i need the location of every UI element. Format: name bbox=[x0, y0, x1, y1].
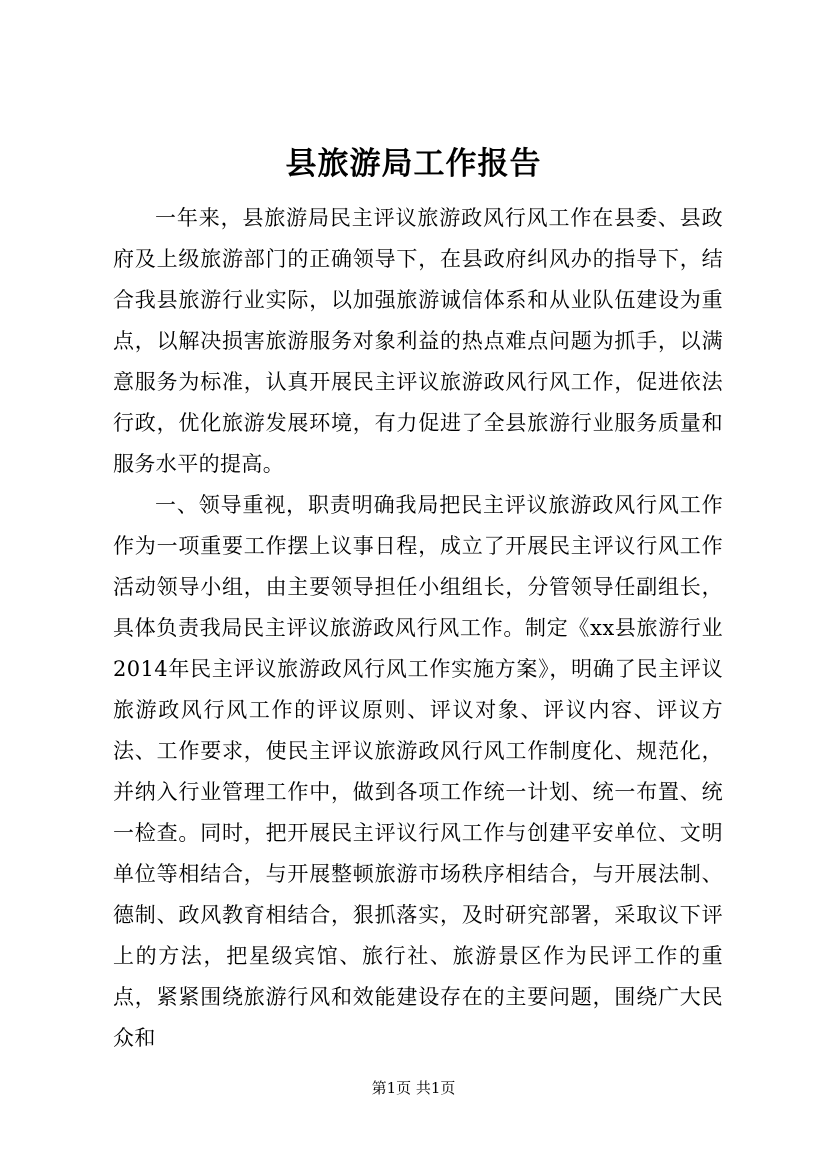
paragraph-section-one: 一、领导重视，职责明确我局把民主评议旅游政风行风工作作为一项重要工作摆上议事日程，成立了开展民主评议行风工作活动领导小组，由主要领导担任小组组长，分管领导任副组长，具体负责我局民主评议旅游政风行风工作。制定《xx县旅游行业2014年民主评议旅游政风行风工作实施方案》，明确了民主评议旅游政风行风工作的评议原则、评议对象、评议内容、评议方法、工作要求，使民主评议旅游政风行风工作制度化、规范化，并纳入行业管理工作中，做到各项工作统一计划、统一布置、统一检查。同时，把开展民主评议行风工作与创建平安单位、文明单位等相结合，与开展整顿旅游市场秩序相结合，与开展法制、德制、政风教育相结合，狠抓落实，及时研究部署，采取议下评上的方法，把星级宾馆、旅行社、旅游景区作为民评工作的重点，紧紧围绕旅游行风和效能建设存在的主要问题，围绕广大民众和 bbox=[113, 493, 723, 1050]
document-body bbox=[113, 198, 723, 1059]
document-title: 县旅游局工作报告 bbox=[285, 146, 542, 182]
page-footer: 第1页 共1页 bbox=[371, 1079, 456, 1097]
paragraph-intro: 一年来，县旅游局民主评议旅游政风行风工作在县委、县政府及上级旅游部门的正确领导下，在县政府纠风办的指导下，结合我县旅游行业实际，以加强旅游诚信体系和从业队伍建设为重点，以解决损害旅游服务对象利益的热点难点问题为抓手，以满意服务为标准，认真开展民主评议旅游政风行风工作，促进依法行政，优化旅游发展环境，有力促进了全县旅游行业服务质量和服务水平的提高。 bbox=[113, 206, 723, 476]
